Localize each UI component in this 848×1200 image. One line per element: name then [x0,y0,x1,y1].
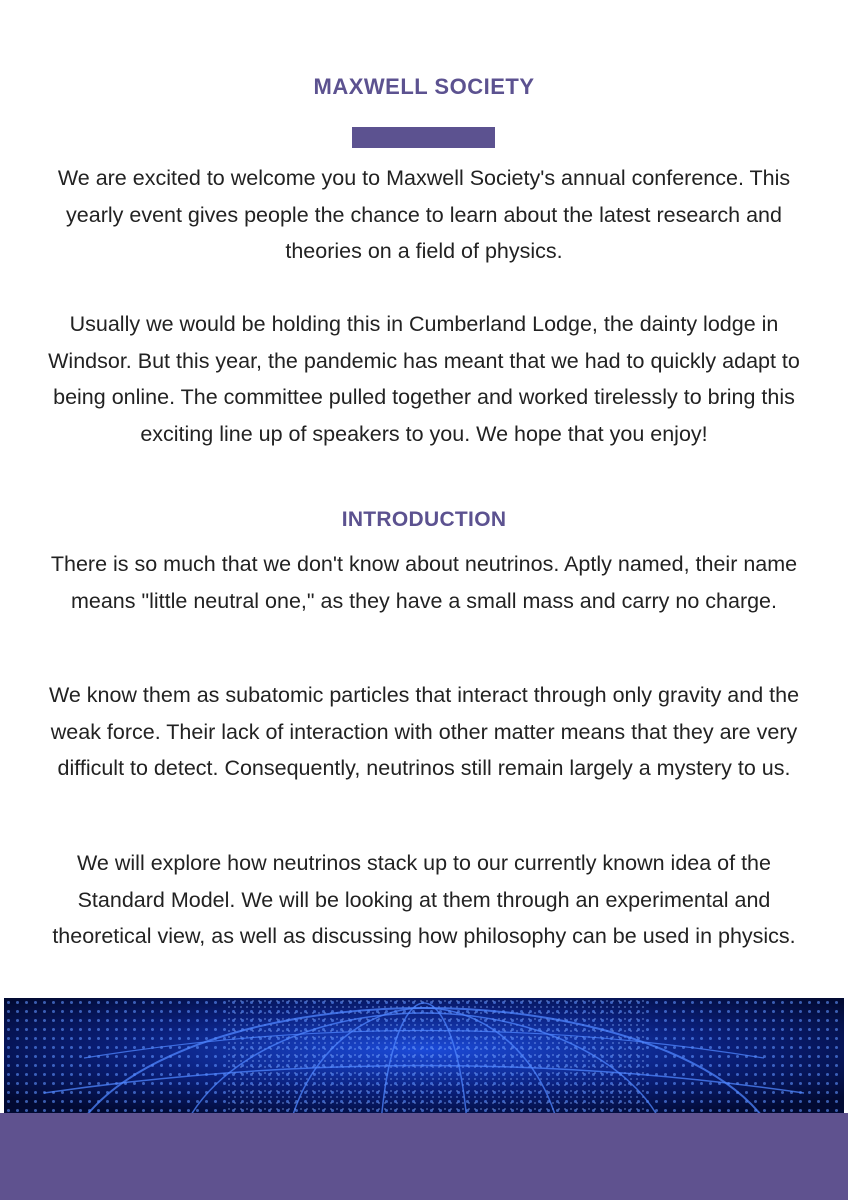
introduction-paragraph-2: We know them as subatomic particles that interact through only gravity and the weak force. Their lack of interaction with other matter means that they are very difficult to detect. Consequently, neutrinos still remain largely a mystery to us. [48,683,800,780]
document-title: MAXWELL SOCIETY [313,74,535,99]
introduction-paragraph-1: There is so much that we don't know about neutrinos. Aptly named, their name means "little neutral one," as they have a small mass and carry no charge. [50,552,798,613]
title-underline-bar [352,127,495,148]
welcome-paragraph-1: We are excited to welcome you to Maxwell Society's annual conference. This yearly event gives people the chance to learn about the latest research and theories on a field of physics. [57,166,791,263]
neutrino-detector-image [4,998,844,1113]
footer-band [0,1113,848,1200]
introduction-heading: INTRODUCTION [341,508,507,531]
welcome-paragraph-2: Usually we would be holding this in Cumberland Lodge, the dainty lodge in Windsor. But this year, the pandemic has meant that we had to quickly adapt to being online. The committee pulled together and worked tirelessly to bring this exciting line up of speakers to you. We hope that you enjoy! [48,312,800,446]
introduction-paragraph-3: We will explore how neutrinos stack up to our currently known idea of the Standard Model. We will be looking at them through an experimental and theoretical view, as well as discussing how philosophy can be used in physics. [52,851,796,948]
